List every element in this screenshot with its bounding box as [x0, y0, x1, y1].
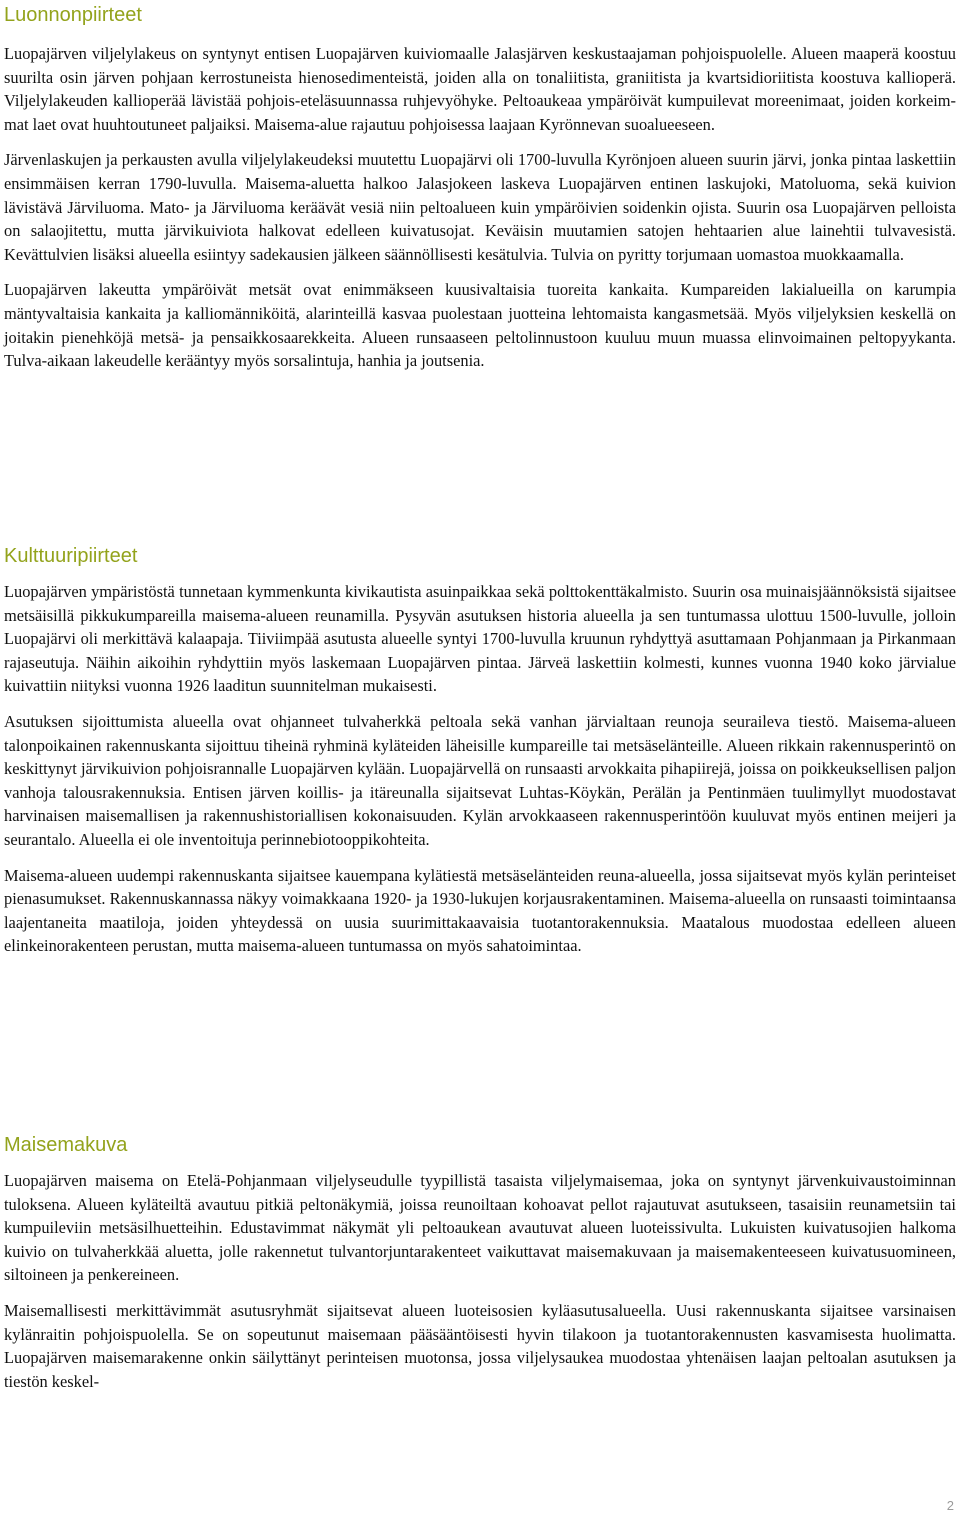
paragraph: Luopajärven ympäristöstä tunnetaan kymmenkunta kivikautista asuinpaikkaa sekä polttokenttäkalmisto. Suurin osa muinaisjäännöksistä sijaitsee metsäisillä pikkukumpareilla maisema-alueen reunamilla. Pysyvän asutuksen historia alueella ja sen tuntumassa ulottuu 1500-luvulle, jolloin Luopajärvi oli merkittävä kalaapaja. Tiiviimpää asutusta alueelle syntyi 1700-luvulla kruunun ryhdyttyä asuttamaan Pohjanmaan ja Pirkanmaan rajaseutuja. Näihin aikoihin ryhdyttiin myös laskemaan Luopajärven pintaa. Järveä laskettiin kolmesti, kunnes vuonna 1940 koko järvialue kuivattiin niityksi vuonna 1926 laaditun suunnitelman mukaisesti.: [4, 582, 956, 696]
paragraph: Luopajärven viljelylakeus on syntynyt entisen Luopajärven kuiviomaalle Jalasjärven keskustaajaman pohjoispuolelle. Alueen maaperä koostuu suurilta osin järven pohjaan kerrostuneista hienosedimenteistä, joiden alla on tonaliitista, graniitista ja kvartsidioriitista koostuva kallioperä. Viljelylakeuden kallioperää lävistää pohjois-eteläsuunnassa ruhjevyöhyke. Peltoaukeaa ympäröivät kumpuilevat moreenimaat, joiden korkeimmat laet ovat huuhtoutuneet paljaiksi. Maisema-alue rajautuu pohjoisessa laajaan Kyrönnevan suoalueeseen.: [4, 44, 956, 134]
paragraph: Järvenlaskujen ja perkausten avulla viljelylakeudeksi muutettu Luopajärvi oli 1700-luvulla Kyrönjoen alueen suurin järvi, jonka pintaa laskettiin ensimmäisen kerran 1790-luvulla. Maisema-aluetta halkoo Jalasjokeen laskeva Luopajärven entinen laskujoki, Matoluoma, sekä kuivion lävistävä Järviluoma. Mato- ja Järviluoma keräävät vesiä niin peltoalueen kuin ympäröivien soidenkin ojista. Suurin osa Luopajärven pelloista on salaojitettu, mutta järvikuiviota halkovat edelleen kuivatusojat. Keväisin muutamien satojen hehtaarien alue lainehtii tulvavesistä. Kevättulvien lisäksi alueella esiintyy sadekausien jälkeen säännöllisesti kesätulvia. Tulvia on pyritty torjumaan uomastoa muokkaamalla.: [4, 150, 956, 264]
section-heading: Kulttuuripiirteet: [4, 545, 138, 567]
paragraph: Asutuksen sijoittumista alueella ovat ohjanneet tulvaherkkä peltoala sekä vanhan järvialtaan reunoja seuraileva tiestö. Maisema-alueen talonpoikainen rakennuskanta sijoittuu tiheinä ryhminä kyläteiden läheisille kumpareille tai metsäselänteille. Alueen rikkain rakennusperintö on keskittynyt järvikuivion pohjoisrannalle Luopajärven kylään. Luopajärvellä on runsaasti arvokkaita pihapiirejä, joissa on poikkeuksellisen paljon vanhoja talousrakennuksia. Entisen järven koillis- ja itäreunalla sijaitsevat Luhtas-Köykän, Perälän ja Pentinmäen tuulimyllyt muodostavat harvinaisen maisemallisen ja rakennushistoriallisen kokonaisuuden. Kylän arvokkaaseen rakennusperintöön kuuluvat myös entinen meijeri ja seurantalo. Alueella ei ole inventoituja perinnebiotooppikohteita.: [4, 711, 956, 849]
section-kulttuuripiirteet: [4, 543, 956, 958]
paragraph: Luopajärven maisema on Etelä-Pohjanmaan viljelyseudulle tyypillistä tasaista viljelymaisemaa, joka on syntynyt järvenkuivaustoiminnan tuloksena. Alueen kyläteiltä avautuu pitkiä peltonäkymiä, joissa reunoiltaan kohoavat pellot rajautuvat asutukseen, tasaisiin reunametsiin tai kumpuileviin metsäsilhuetteihin. Edustavimmat näkymät yli peltoaukean avautuvat alueen luoteissivulta. Lukuisten kuivatusojien halkoma kuivio on tulvaherkkää aluetta, jolle rakennetut tulvantorjuntarakenteet vaikuttavat maisemakuvaan ja maisemakenteeseen kuivatusuomineen, siltoineen ja penkereineen.: [4, 1171, 956, 1285]
paragraph: Maisemallisesti merkittävimmät asutusryhmät sijaitsevat alueen luoteisosien kyläasutusalueella. Uusi rakennuskanta sijaitsee varsinaisen kylänraitin pohjoispuolella. Se on sopeutunut maisemaan pääsääntöisesti hyvin tilakoon ja tuotantorakennusten kasvamisesta huolimatta. Luopajärven maisemarakenne onkin säilyttänyt perinteisen muotonsa, jossa viljelysaukea muodostaa yhtenäisen laajan peltoalan asutuksen ja tiestön keskel-: [4, 1300, 956, 1391]
section-heading: Luonnonpiirteet: [4, 4, 142, 26]
section-heading: Maisemakuva: [4, 1134, 128, 1156]
paragraph: Maisema-alueen uudempi rakennuskanta sijaitsee kauempana kylätiestä metsäselänteiden reuna-alueella, jossa sijaitsevat myös kylän perinteiset pienasumukset. Rakennuskannassa näkyy voimakkaana 1920- ja 1930-lukujen korjausrakentaminen. Maisema-alueella on runsaasti toimintaansa laajentaneita maatiloja, joiden yhteydessä on uusia suurimittakaavaisia tuotantorakennuksia. Maatalous muodostaa edelleen alueen elinkeinorakenteen perustan, mutta maisema-alueen tuntumassa on myös sahatoimintaa.: [4, 865, 956, 956]
page-number: 2: [946, 1498, 954, 1513]
section-luonnonpiirteet: [4, 2, 956, 373]
section-maisemakuva: [4, 1132, 956, 1393]
paragraph: Luopajärven lakeutta ympäröivät metsät ovat enimmäkseen kuusivaltaisia tuoreita kankaita. Kumpareiden lakialueilla on karumpia mäntyvaltaisia kankaita ja kalliomänniköitä, alarinteillä kasvaa puolestaan juotteina lehtomaista kangasmetsää. Myös viljelyksien keskellä on joitakin pienehköjä metsä- ja pensaikkosaarekkeita. Alueen runsaaseen peltolinnustoon kuuluu muun muassa elinvoimainen peltopyykanta. Tulva-aikaan lakeudelle kerääntyy myös sorsalintuja, hanhia ja joutsenia.: [4, 280, 956, 371]
